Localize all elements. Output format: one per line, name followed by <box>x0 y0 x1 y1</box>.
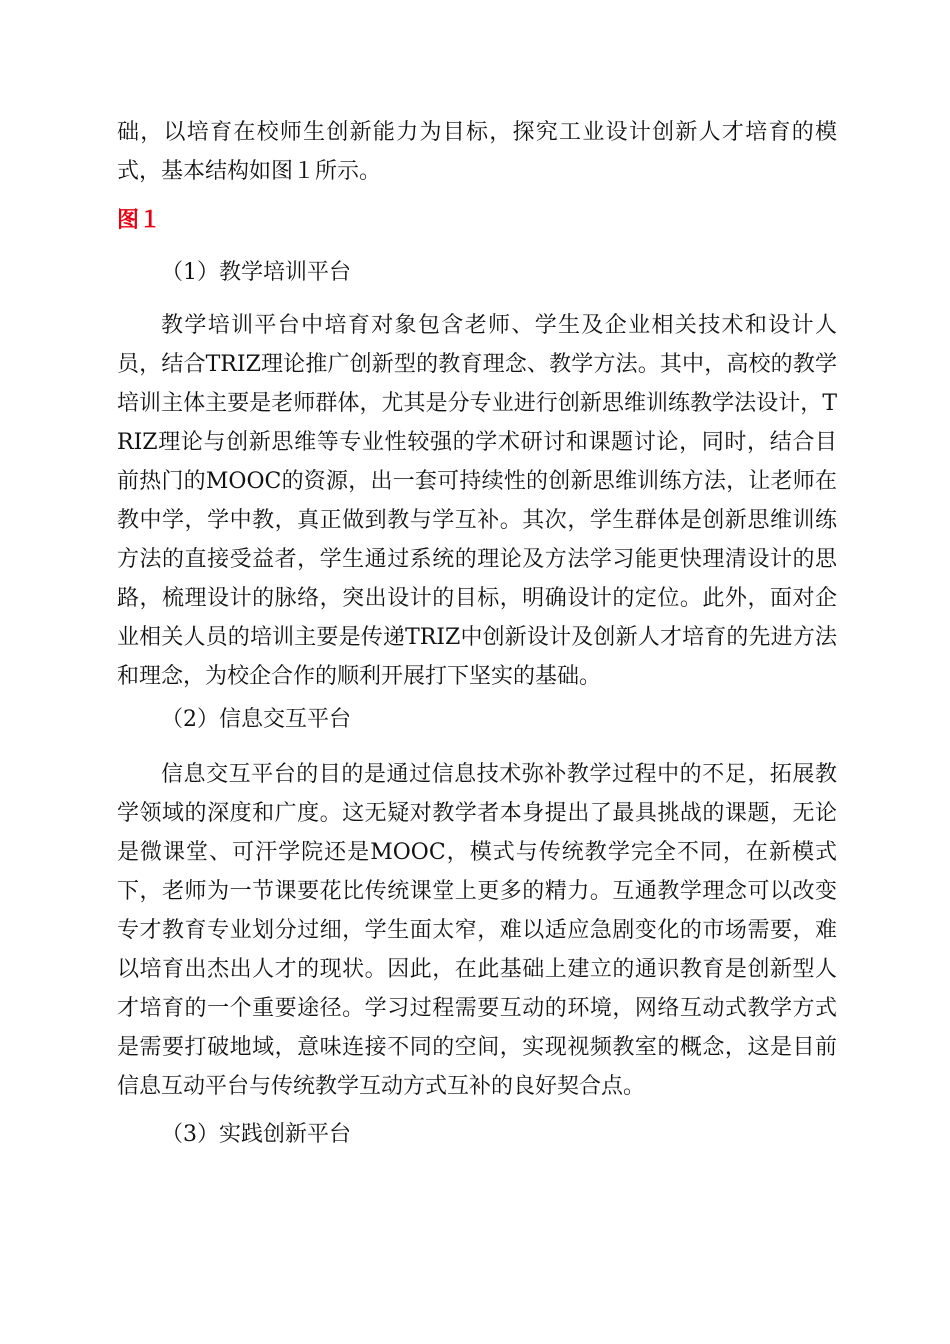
figure-label: 图１ <box>117 208 162 233</box>
section-body-teaching-platform: 教学培训平台中培育对象包含老师、学生及企业相关技术和设计人员，结合TRIZ理论推广创新型的教育理念、教学方法。其中，高校的教学培训主体主要是老师群体，尤其是分专业进行创新思维训练教学法设计，TRIZ理论与创新思维等专业性较强的学术研讨和课题讨论，同时，结合目前热门的MOOC的资源，出一套可持续性的创新思维训练方法，让老师在教中学，学中教，真正做到教与学互补。其次，学生群体是创新思维训练方法的直接受益者，学生通过系统的理论及方法学习能更快理清设计的思路，梳理设计的脉络，突出设计的目标，明确设计的定位。此外，面对企业相关人员的培训主要是传递TRIZ中创新设计及创新人才培育的先进方法和理念，为校企合作的顺利开展打下坚实的基础。 <box>117 313 837 689</box>
section-heading-teaching-platform: （1）教学培训平台 <box>161 260 351 285</box>
section-body-information-platform: 信息交互平台的目的是通过信息技术弥补教学过程中的不足，拓展教学领域的深度和广度。这无疑对教学者本身提出了最具挑战的课题，无论是微课堂、可汗学院还是MOOC，模式与传统教学完全不同，在新模式下，老师为一节课要花比传统课堂上更多的精力。互通教学理念可以改变专才教育专业划分过细，学生面太窄，难以适应急剧变化的市场需要，难以培育出杰出人才的现状。因此，在此基础上建立的通识教育是创新型人才培育的一个重要途径。学习过程需要互动的环境，网络互动式教学方式是需要打破地域，意味连接不同的空间，实现视频教室的概念，这是目前信息互动平台与传统教学互动方式互补的良好契合点。 <box>117 762 837 1099</box>
section-heading-information-platform: （2）信息交互平台 <box>161 707 351 732</box>
intro-paragraph: 础，以培育在校师生创新能力为目标，探究工业设计创新人才培育的模式，基本结构如图１所示。 <box>117 120 837 184</box>
section-heading-practice-platform: （3）实践创新平台 <box>161 1122 351 1147</box>
